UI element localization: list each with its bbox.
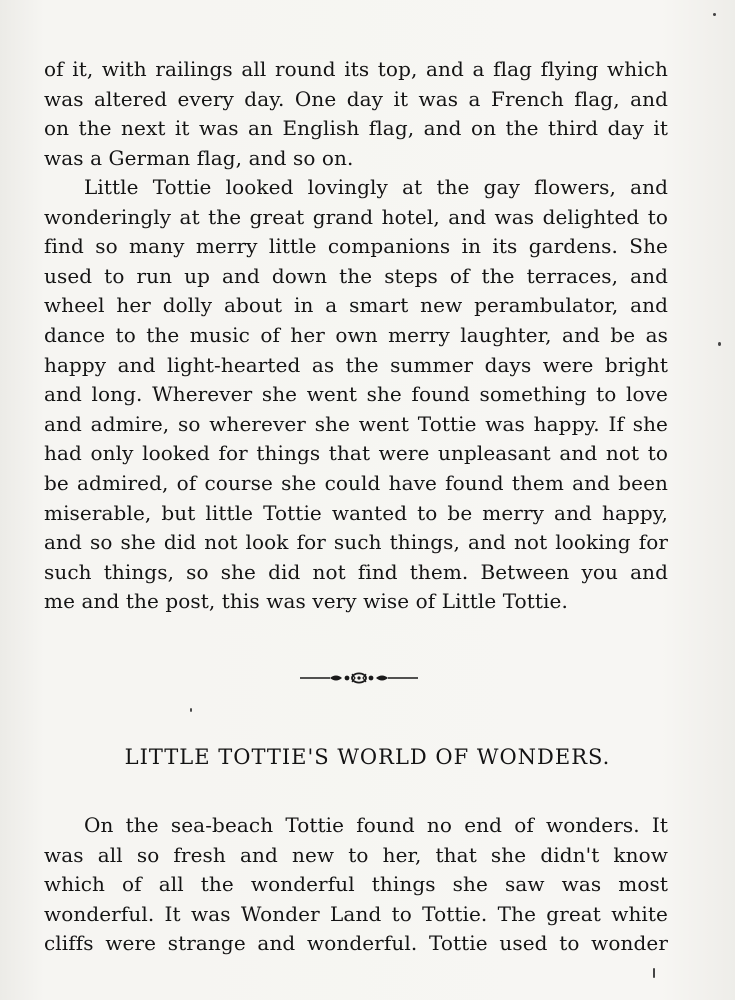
text-line: wonderingly at the great grand hotel, and was delighted to <box>44 204 668 229</box>
text-line: wonderful. It was Wonder Land to Tottie. The great white <box>44 901 668 926</box>
paper-speck <box>653 968 655 978</box>
paragraph-tottie-happy <box>44 173 668 617</box>
chapter-heading: LITTLE TOTTIE'S WORLD OF WONDERS. <box>124 745 611 769</box>
text-line: Little Tottie looked lovingly at the gay flowers, and <box>84 175 668 199</box>
text-line: dance to the music of her own merry laughter, and be as <box>44 322 668 347</box>
paragraph-continued <box>44 55 668 173</box>
text-line: and long. Wherever she went she found something to love <box>44 382 668 407</box>
text-line: happy and light-hearted as the summer days were bright <box>44 352 668 377</box>
text-line: and admire, so wherever she went Tottie was happy. If she <box>44 411 668 436</box>
text-line: cliffs were strange and wonderful. Tottie used to wonder <box>44 931 668 956</box>
text-line: was altered every day. One day it was a French flag, and <box>44 86 668 111</box>
text-line: such things, so she did not find them. Between you and <box>44 559 668 584</box>
text-line: had only looked for things that were unpleasant and not to <box>44 441 668 466</box>
text-line: On the sea-beach Tottie found no end of wonders. It <box>84 813 668 837</box>
text-line: was all so fresh and new to her, that she didn't know <box>44 842 668 867</box>
text-line: was a German flag, and so on. <box>44 145 354 170</box>
text-line: used to run up and down the steps of the terraces, and <box>44 263 668 288</box>
text-line: of it, with railings all round its top, and a flag flying which <box>44 57 668 81</box>
text-line: be admired, of course she could have found them and been <box>44 470 668 495</box>
text-line: miserable, but little Tottie wanted to be merry and happy, <box>44 500 668 525</box>
paper-speck <box>718 342 721 346</box>
text-line: and so she did not look for such things, and not looking for <box>44 530 668 555</box>
text-line: find so many merry little companions in its gardens. She <box>44 234 668 259</box>
text-line: me and the post, this was very wise of Little Tottie. <box>44 589 568 614</box>
paragraph-world-of-wonders <box>44 811 668 959</box>
paper-speck <box>190 708 192 712</box>
text-line: on the next it was an English flag, and on the third day it <box>44 116 668 141</box>
text-line: wheel her dolly about in a smart new perambulator, and <box>44 293 668 318</box>
text-line: which of all the wonderful things she saw was most <box>44 872 668 897</box>
paper-speck <box>713 13 716 16</box>
section-divider-ornament <box>300 671 418 685</box>
